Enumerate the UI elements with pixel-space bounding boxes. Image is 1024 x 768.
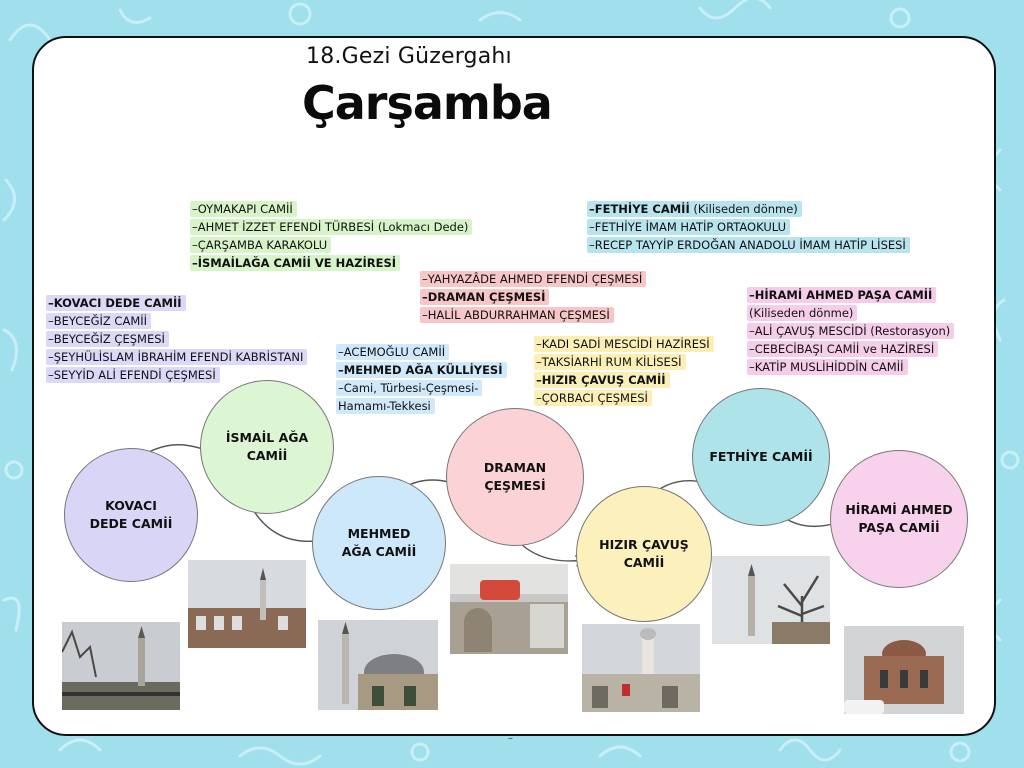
stop-fethiye[interactable]: FETHİYE CAMİİ	[692, 388, 830, 526]
page-title: Çarşamba	[302, 76, 552, 130]
info-line: –SEYYİD ALİ EFENDİ ÇEŞMESİ	[46, 366, 307, 384]
info-line: –KADI SADİ MESCİDİ HAZİRESİ	[534, 335, 714, 353]
info-line: –ACEMOĞLU CAMİİ	[336, 343, 507, 361]
photo-hirami-ahmed	[844, 626, 964, 714]
footer-mark: –	[508, 733, 513, 744]
photo-hizir-cavus	[582, 624, 700, 712]
stop-hirami-ahmed[interactable]: HİRAMİ AHMED PAŞA CAMİİ	[830, 450, 968, 588]
info-line: –BEYCEĞİZ CAMİİ	[46, 312, 307, 330]
info-line: –FETHİYE İMAM HATİP ORTAOKULU	[587, 218, 910, 236]
info-line: –HALİL ABDURRAHMAN ÇEŞMESİ	[420, 306, 646, 324]
info-box-ismailaga	[190, 200, 472, 272]
photo-fethiye	[712, 556, 830, 644]
stop-hizir-cavus[interactable]: HIZIR ÇAVUŞ CAMİİ	[576, 486, 712, 622]
info-line: –TAKSİARHİ RUM KİLİSESİ	[534, 353, 714, 371]
info-line: –OYMAKAPI CAMİİ	[190, 200, 472, 218]
photo-mehmed-aga	[318, 620, 438, 710]
info-line: –RECEP TAYYİP ERDOĞAN ANADOLU İMAM HATİP LİSESİ	[587, 236, 910, 254]
info-line: –ÇORBACI ÇEŞMESİ	[534, 389, 714, 407]
photo-draman	[450, 564, 568, 654]
stop-ismail-aga[interactable]: İSMAİL AĞA CAMİİ	[200, 380, 334, 514]
info-line: –FETHİYE CAMİİ (Kiliseden dönme)	[587, 200, 910, 218]
info-box-draman	[420, 270, 646, 324]
route-subtitle: 18.Gezi Güzergahı	[306, 44, 512, 69]
info-line: –AHMET İZZET EFENDİ TÜRBESİ (Lokmacı Dede)	[190, 218, 472, 236]
info-line: –ALİ ÇAVUŞ MESCİDİ (Restorasyon)	[747, 322, 954, 340]
info-line: –HIZIR ÇAVUŞ CAMİİ	[534, 371, 714, 389]
info-box-hizir	[534, 335, 714, 407]
info-line: –ŞEYHÜLİSLAM İBRAHİM EFENDİ KABRİSTANI	[46, 348, 307, 366]
info-line: (Kiliseden dönme)	[747, 304, 954, 322]
stop-draman[interactable]: DRAMAN ÇEŞMESİ	[446, 408, 584, 546]
stop-mehmed-aga[interactable]: MEHMED AĞA CAMİİ	[312, 476, 446, 610]
info-line: –YAHYAZÂDE AHMED EFENDİ ÇEŞMESİ	[420, 270, 646, 288]
info-box-hirami	[747, 286, 954, 376]
info-line: –KATİP MUSLİHİDDİN CAMİİ	[747, 358, 954, 376]
info-box-mehmed	[336, 343, 507, 415]
info-line: –ÇARŞAMBA KARAKOLU	[190, 236, 472, 254]
info-line: –MEHMED AĞA KÜLLİYESİ	[336, 361, 507, 379]
info-line: –BEYCEĞİZ ÇEŞMESİ	[46, 330, 307, 348]
photo-ismail-aga	[188, 560, 306, 648]
info-line: –HİRAMİ AHMED PAŞA CAMİİ	[747, 286, 954, 304]
info-box-kovaci	[46, 294, 307, 384]
photo-kovaci-dede	[62, 622, 180, 710]
info-box-fethiye	[587, 200, 910, 254]
info-line: –KOVACI DEDE CAMİİ	[46, 294, 307, 312]
info-line: –İSMAİLAĞA CAMİİ VE HAZİRESİ	[190, 254, 472, 272]
stop-kovaci-dede[interactable]: KOVACI DEDE CAMİİ	[64, 448, 198, 582]
info-line: –CEBECİBAŞI CAMİİ ve HAZİRESİ	[747, 340, 954, 358]
info-line: Hamamı-Tekkesi	[336, 397, 507, 415]
info-line: –DRAMAN ÇEŞMESİ	[420, 288, 646, 306]
info-line: –Cami, Türbesi-Çeşmesi-	[336, 379, 507, 397]
